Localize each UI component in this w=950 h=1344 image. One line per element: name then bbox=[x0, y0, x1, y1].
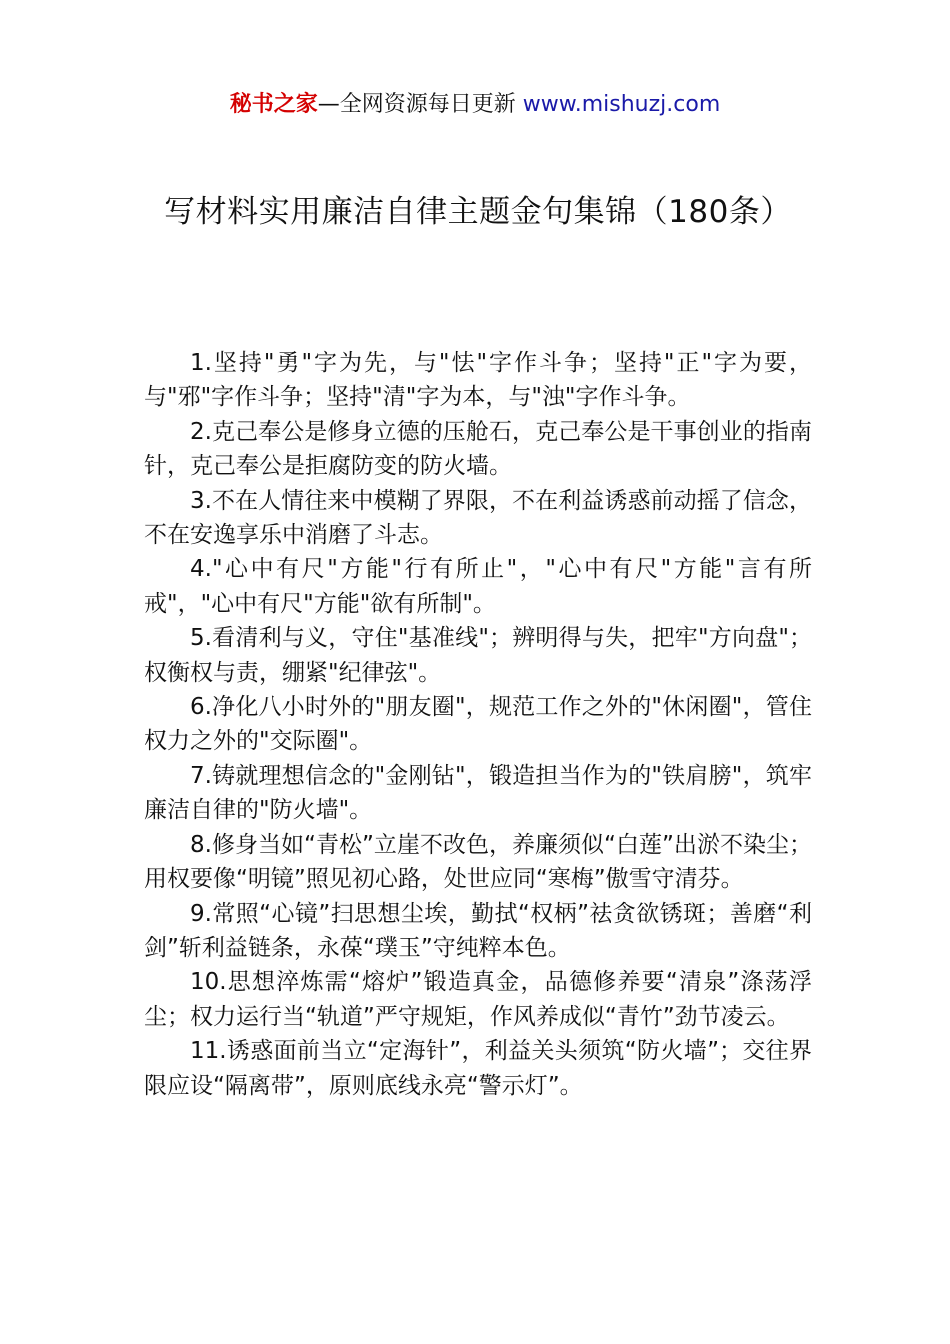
list-item: 11.诱惑面前当立“定海针”，利益关头须筑“防火墙”；交往界限应设“隔离带”，原则底线永亮“警示灯”。 bbox=[144, 1038, 812, 1099]
list-item: 4."心中有尺"方能"行有所止"，"心中有尺"方能"言有所戒"，"心中有尺"方能"欲有所制"。 bbox=[144, 556, 812, 617]
site-url-link[interactable]: www.mishuzj.com bbox=[522, 92, 721, 117]
document-title: 写材料实用廉洁自律主题金句集锦（180条） bbox=[164, 194, 792, 230]
list-item: 2.克己奉公是修身立德的压舱石，克己奉公是干事创业的指南针，克己奉公是拒腐防变的防火墙。 bbox=[144, 418, 812, 480]
list-item: 9.常照“心镜”扫思想尘埃，勤拭“权柄”祛贪欲锈斑；善磨“利剑”斩利益链条，永葆“璞玉”守纯粹本色。 bbox=[144, 900, 812, 961]
list-item: 10.思想淬炼需“熔炉”锻造真金，品德修养要“清泉”涤荡浮尘；权力运行当“轨道”严守规矩，作风养成似“青竹”劲节凌云。 bbox=[144, 969, 812, 1030]
brand-name: 秘书之家 bbox=[229, 92, 318, 117]
list-item: 3.不在人情往来中模糊了界限，不在利益诱惑前动摇了信念，不在安逸享乐中消磨了斗志。 bbox=[144, 487, 812, 549]
list-item: 7.铸就理想信念的"金刚钻"，锻造担当作为的"铁肩膀"，筑牢廉洁自律的"防火墙"。 bbox=[144, 762, 812, 824]
list-item: 1.坚持"勇"字为先，与"怯"字作斗争；坚持"正"字为要，与"邪"字作斗争；坚持"清"字为本，与"浊"字作斗争。 bbox=[144, 350, 812, 411]
list-item: 6.净化八小时外的"朋友圈"，规范工作之外的"休闲圈"，管住权力之外的"交际圈"。 bbox=[144, 694, 812, 755]
document-body bbox=[144, 346, 812, 1103]
list-item: 5.看清利与义，守住"基准线"；辨明得与失，把牢"方向盘"；权衡权与责，绷紧"纪律弦"。 bbox=[144, 625, 812, 686]
header-tagline: —全网资源每日更新 bbox=[317, 92, 523, 117]
list-item: 8.修身当如“青松”立崖不改色，养廉须似“白莲”出淤不染尘；用权要像“明镜”照见初心路，处世应同“寒梅”傲雪守清芬。 bbox=[144, 831, 812, 893]
site-header bbox=[0, 88, 950, 122]
